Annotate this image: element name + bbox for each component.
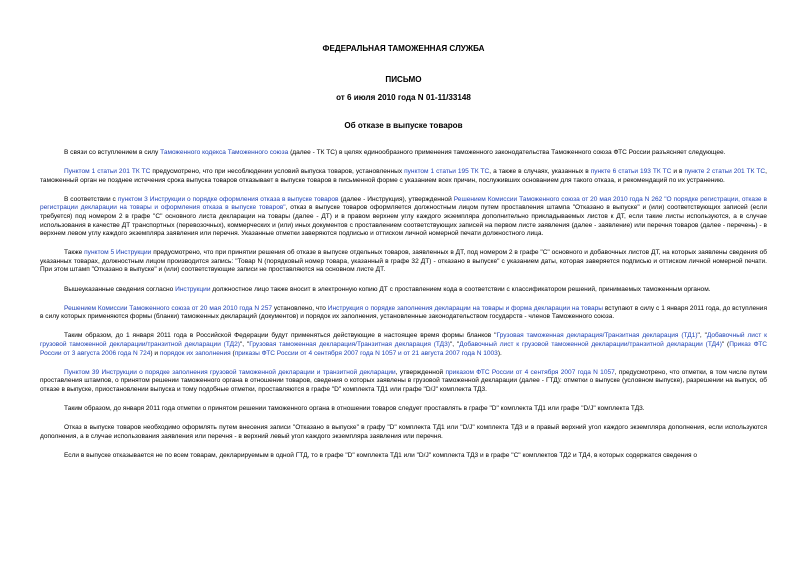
paragraph-7: Таким образом, до 1 января 2011 года в Российской Федерации будут применяться действующие в настоящее время формы бланков "Грузовая таможенная декларация/Транзитная декларация (ТД1)", "Добавочный лист к грузовой таможенной декларации/транзитной декларации (ТД2)", "Грузовая таможенная декларация/Транзитная декларация (ТД3)", "Добавочный лист к грузовой таможенной декларации/транзитной декларации (ТД4)" (Приказ ФТС России от 3 августа 2006 года N 724) и порядок их заполнения (приказы ФТС России от 4 сентября 2007 года N 1057 и от 21 августа 2007 года N 1003). xyxy=(40,332,767,357)
link-form-td3[interactable]: Грузовая таможенная декларация/Транзитная декларация (ТД3) xyxy=(249,340,450,348)
link-form-td2[interactable]: Добавочный лист к грузовой таможенной декларации/транзитной декларации (ТД2) xyxy=(40,332,767,348)
paragraph-2: Пунктом 1 статьи 201 ТК ТС предусмотрено, что при несоблюдении условий выпуска товаров, установленных пунктом 1 статьи 195 ТК ТС, а также в случаях, указанных в пункте 6 статьи 193 ТК ТС и в пункте 2 статьи 201 ТК ТС, таможенный орган не позднее истечения срока выпуска товаров отказывает в выпуске товаров в письменной форме с указанием всех причин, послуживших основанием для такого отказа, и рекомендаций по их устранению. xyxy=(40,168,767,184)
paragraph-3: В соответствии с пунктом 3 Инструкции о порядке оформления отказа в выпуске товаров (далее - Инструкция), утвержденной Решением Комиссии Таможенного союза от 20 мая 2010 года N 262 "О порядке регистрации, отказе в регистрации декларации на товары и оформления отказа в выпуске товаров", отказ в выпуске товаров оформляется должностным лицом путем проставления штампа "Отказано в выпуске" и (или) соответствующих записей (если требуется) под номером 2 в графе "С" основного листа декларации на товары (далее - ДТ) и в правом верхнем углу каждого экземпляра дополнительно прикладываемых листов к ДТ, если такие листы используются, а в случае использования в качестве ДТ транспортных (перевозочных), коммерческих и (или) иных документов с проставлением соответствующих записей на первом листе заявления (далее - заявление) или перечня товаров (далее - перечень) - в верхнем левом углу каждого экземпляра заявления или перечня. Указанные отметки заверяются подписью и оттиском личной номерной печати должностного лица. xyxy=(40,195,767,238)
link-instruction-p5[interactable]: пунктом 5 Инструкции xyxy=(84,249,152,257)
document-type: ПИСЬМО xyxy=(385,75,422,84)
link-customs-code[interactable]: Таможенного кодекса Таможенного союза xyxy=(160,149,289,156)
link-instruction[interactable]: Инструкции xyxy=(175,285,211,293)
link-order-724[interactable]: Приказ ФТС России от 3 августа 2006 года N 724 xyxy=(40,340,767,357)
document-subject: Об отказе в выпуске товаров xyxy=(344,121,463,130)
link-form-td4[interactable]: Добавочный лист к грузовой таможенной декларации/транзитной декларации (ТД4) xyxy=(459,340,722,348)
paragraph-5: Вышеуказанные сведения согласно Инструкции должностное лицо также вносит в электронную копию ДТ с проставлением кода в соответствии с классификатором решений, принимаемых таможенным органом. xyxy=(64,285,711,293)
paragraph-6: Решением Комиссии Таможенного союза от 20 мая 2010 года N 257 установлено, что Инструкция о порядке заполнения декларации на товары и форма декларации на товары вступают в силу с 1 января 2011 года, до вступления в силу которых применяются формы (бланки) таможенных деклараций (документов) и порядок их заполнения, установленные законодательством государств - членов Таможенного союза. xyxy=(40,304,767,321)
paragraph-4: Также пунктом 5 Инструкции предусмотрено, что при принятии решения об отказе в выпуске отдельных товаров, заявленных в ДТ, под номером 2 в графе "С" основного и добавочных листов ДТ, на которых заявлены сведения об указанных товарах, должностным лицом производится запись: "Товар N (порядковый номер товара, указанный в графе 32 ДТ) - отказано в выпуске" с указанием даты, которая заверяется подписью и оттиском личной номерной печати. При этом штамп "Отказано в выпуске" и (или) соответствующие записи не проставляются на основном листе ДТ. xyxy=(40,249,767,274)
link-filling-procedure[interactable]: порядок их заполнения xyxy=(159,349,231,357)
link-article-201-p2[interactable]: пункте 2 статьи 201 ТК ТС xyxy=(684,168,766,176)
paragraph-8: Пунктом 39 Инструкции о порядке заполнения грузовой таможенной декларации и транзитной декларации, утвержденной приказом ФТС России от 4 сентября 2007 года N 1057, предусмотрено, что отметки, в том числе путем проставления штампов, о принятом решении таможенного органа в отношении товаров, сведения о которых заявлены в грузовой таможенной декларации (далее - ГТД): отметки о выпуске (условном выпуске), разрешении на выпуск, об отказе в выпуске, приостановлении выпуска и тому подобные отметки, проставляются в графе "D" комплекта ТД1 или графе "D/J" комплекта ТД3. xyxy=(40,368,767,393)
link-form-td1[interactable]: Грузовая таможенная декларация/Транзитная декларация (ТД1) xyxy=(496,332,698,340)
paragraph-1: В связи со вступлением в силу Таможенного кодекса Таможенного союза (далее - ТК ТС) в целях единообразного применения таможенного законодательства Таможенного союза ФТС России разъясняет следующее. xyxy=(64,149,726,156)
link-instruction-p3[interactable]: пунктом 3 Инструкции о порядке оформления отказа в выпуске товаров xyxy=(117,195,339,203)
link-declaration-instruction[interactable]: Инструкция о порядке заполнения декларации на товары и форма декларации на товары xyxy=(327,304,604,312)
paragraph-10: Отказ в выпуске товаров необходимо оформлять путем внесения записи "Отказано в выпуске" в графу "D" комплекта ТД1 или "D/J" комплекта ТД3 и в правый верхний угол каждого экземпляра дополнения, если используются дополнения, а в случае использования заявления или перечня - в верхний левый угол каждого экземпляра заявления или перечня. xyxy=(40,423,767,440)
paragraph-11: Если в выпуске отказывается не по всем товарам, декларируемым в одной ГТД, то в графе "D" комплекта ТД1 или "D/J" комплекта ТД3 и в графе "С" комплектов ТД2 и ТД4, в которых содержатся сведения о xyxy=(64,451,698,459)
document-date-number: от 6 июля 2010 года N 01-11/33148 xyxy=(336,93,471,102)
link-article-193-p6[interactable]: пункте 6 статьи 193 ТК ТС xyxy=(590,168,672,176)
link-order-1057[interactable]: приказом ФТС России от 4 сентября 2007 года N 1057 xyxy=(445,368,615,376)
link-decision-262[interactable]: Решением Комиссии Таможенного союза от 20 мая 2010 года N 262 "О порядке регистрации, отказе в регистрации декларации на товары и оформления отказа в выпуске товаров" xyxy=(40,195,767,212)
org-name: ФЕДЕРАЛЬНАЯ ТАМОЖЕННАЯ СЛУЖБА xyxy=(322,44,485,53)
paragraph-9: Таким образом, до января 2011 года отметки о принятом решении таможенного органа в отношении товаров следует проставлять в графе "D" комплекта ТД1 или графе "D/J" комплекта ТД3. xyxy=(64,404,645,412)
link-instruction-p39[interactable]: Пунктом 39 Инструкции о порядке заполнения грузовой таможенной декларации и транзитной декларации xyxy=(64,368,396,376)
link-article-201-p1[interactable]: Пунктом 1 статьи 201 ТК ТС xyxy=(64,168,151,176)
link-article-195-p1[interactable]: пунктом 1 статьи 195 ТК ТС xyxy=(404,168,490,176)
link-decision-257[interactable]: Решением Комиссии Таможенного союза от 20 мая 2010 года N 257 xyxy=(64,304,272,312)
link-orders-1057-1003[interactable]: приказы ФТС России от 4 сентября 2007 года N 1057 и от 21 августа 2007 года N 1003 xyxy=(234,349,498,357)
